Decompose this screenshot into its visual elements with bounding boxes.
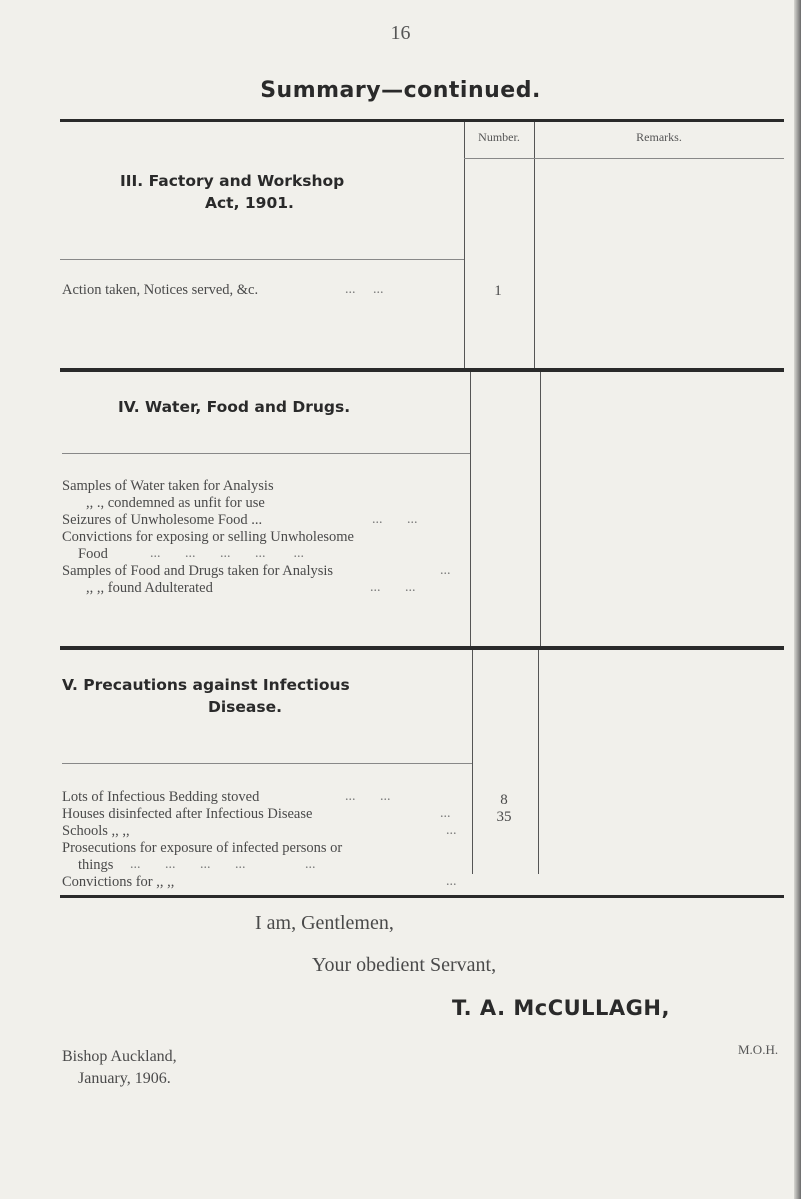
closing-salutation: I am, Gentlemen,: [255, 912, 394, 934]
leader-dots: ... ... ... ... ...: [130, 857, 316, 872]
column-divider-right: [538, 650, 539, 874]
section-iv-divider: [62, 453, 470, 454]
leader-dots: ... ...: [370, 580, 416, 595]
header-underline: [464, 158, 784, 159]
leader-dots: ... ...: [345, 282, 384, 297]
section-iv-item: Samples of Water taken for Analysis: [62, 478, 274, 494]
section-iii-heading: III. Factory and Workshop: [120, 172, 345, 190]
section-iv-item-continued: Food: [78, 546, 108, 562]
section-v-item-continued: things: [78, 857, 114, 873]
page-edge-shadow: [794, 0, 801, 1199]
section-iv-item: Samples of Food and Drugs taken for Analysis: [62, 563, 334, 579]
section-iv-item: ,, ,, found Adulterated: [86, 580, 213, 596]
section-v-heading: V. Precautions against Infectious: [62, 676, 350, 694]
section-iii-end-rule: [60, 368, 784, 372]
section-iv-heading: IV. Water, Food and Drugs.: [118, 398, 351, 416]
section-iii-item: Action taken, Notices served, &c.: [62, 282, 259, 298]
column-divider-right: [540, 372, 541, 650]
section-v-item-number: 8: [500, 792, 508, 808]
date-line: January, 1906.: [78, 1070, 171, 1087]
page-number: 16: [390, 22, 411, 44]
section-v-item: Convictions for ,, ,,: [62, 874, 175, 890]
signature-name: T. A. McCULLAGH,: [452, 996, 670, 1020]
leader-dots: ...: [440, 563, 451, 578]
section-v-item: Schools ,, ,,: [62, 823, 130, 839]
column-divider-left: [464, 122, 465, 372]
place-line: Bishop Auckland,: [62, 1048, 177, 1065]
section-v-item: Houses disinfected after Infectious Disease: [62, 806, 313, 822]
leader-dots: ...: [446, 823, 457, 838]
section-iii-item-number: 1: [494, 283, 502, 299]
column-divider-left: [470, 372, 471, 650]
number-column-header: Number.: [478, 130, 520, 144]
leader-dots: ...: [440, 806, 451, 821]
section-iii-heading-line2: Act, 1901.: [205, 194, 294, 212]
section-v-item-number: 35: [496, 809, 512, 825]
section-iv-end-rule: [60, 646, 784, 650]
leader-dots: ... ...: [345, 789, 391, 804]
remarks-column-header: Remarks.: [636, 130, 682, 144]
page-title: Summary—continued.: [260, 78, 541, 103]
section-iv-item: Convictions for exposing or selling Unwholesome: [62, 529, 354, 545]
leader-dots: ...: [446, 874, 457, 889]
top-rule: [60, 119, 784, 122]
section-iii-divider: [60, 259, 464, 260]
section-iv-item: ,, ., condemned as unfit for use: [86, 495, 265, 511]
signatory-title: M.O.H.: [738, 1042, 779, 1057]
column-divider-left: [472, 650, 473, 874]
section-v-heading-line2: Disease.: [208, 698, 283, 716]
section-v-divider: [62, 763, 472, 764]
section-v-item: Lots of Infectious Bedding stoved: [62, 789, 260, 805]
leader-dots: ... ... ... ... ...: [150, 546, 304, 561]
column-divider-right: [534, 122, 535, 372]
section-v-item: Prosecutions for exposure of infected persons or: [62, 840, 343, 856]
section-iv-item: Seizures of Unwholesome Food ...: [62, 512, 263, 528]
closing-valediction: Your obedient Servant,: [312, 954, 497, 976]
leader-dots: ... ...: [372, 512, 418, 527]
table-bottom-rule: [60, 895, 784, 898]
